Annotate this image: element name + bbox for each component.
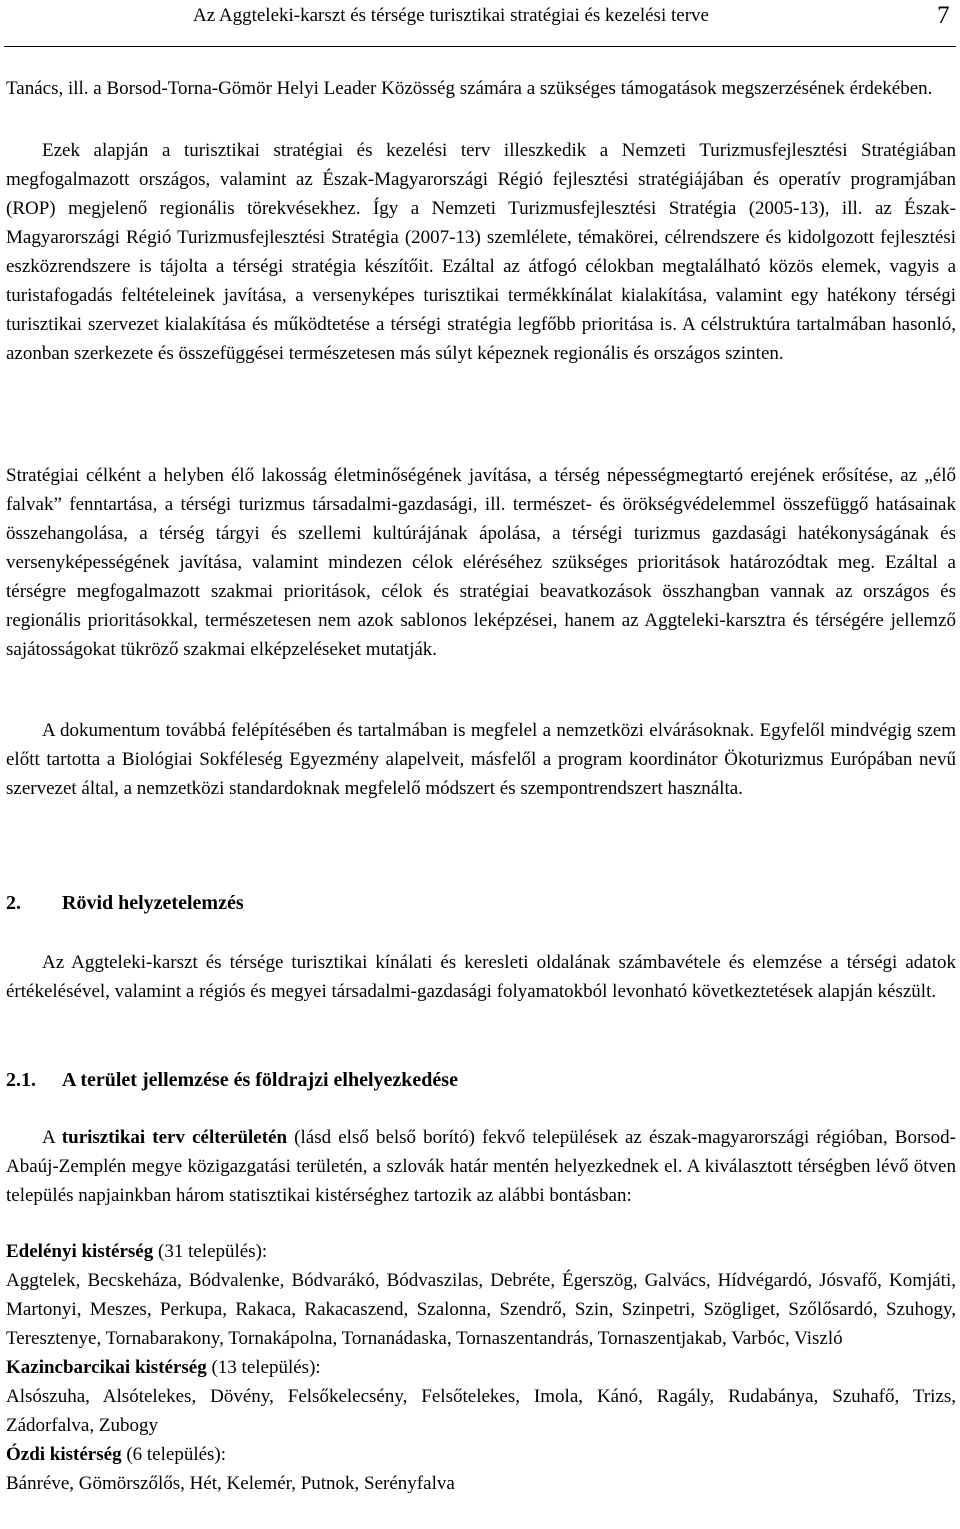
header-divider [4, 46, 956, 47]
settlement-list: Bánréve, Gömörszőlős, Hét, Kelemér, Putnok, Serényfalva [6, 1473, 455, 1494]
paragraph-international-standards [6, 716, 956, 803]
paragraph-text: Stratégiai célként a helyben élő lakosság életminőségének javítása, a térség népességmegtartó erejének erősítése, az „élő falvak” fenntartása, a térségi turizmus társadalmi-gazdasági, ill. természet- és örökségvédelemmel összefüggő hatásainak összehangolása, a térség tárgyi és szellemi kultúrájának ápolása, a térségi turizmus gazdasági hatékonyságának és versenyképességének javítása, valamint mindezen célok eléréséhez szükséges prioritások határozódtak meg. Ezáltal a térségre megfogalmazott szakmai prioritások, célok és stratégiai beavatkozások összhangban vannak az országos és regionális prioritásokkal, természetesen nem azok sablonos leképzései, hanem az Aggteleki-karsztra és térségére jellemző sajátosságokat tükröző szakmai elképzeléseket mutatják. [6, 465, 956, 660]
paragraph-strategic-goals [6, 461, 956, 664]
section-title: Rövid helyzetelemzés [62, 892, 244, 914]
paragraph-text: A turisztikai terv célterületén (lásd első belső borító) fekvő települések az észak-magyarországi régióban, Borsod-Abaúj-Zemplén megye közigazgatási területén, a szlovák határ mentén helyezkednek el. A kiválasztott térségben lévő ötven település napjainkban három statisztikai kistérséghez tartozik az alábbi bontásban: [6, 1127, 956, 1206]
page-header [0, 2, 960, 30]
paragraph-situation-analysis [6, 948, 956, 1006]
paragraph-text: Az Aggteleki-karszt és térsége turisztikai kínálati és keresleti oldalának számbavétele és elemzése a térségi adatok értékelésével, valamint a régiós és megyei társadalmi-gazdasági folyamatokból levonható következtetések alapján készült. [6, 952, 956, 1002]
emphasis-target-area: turisztikai terv célterületén [61, 1127, 288, 1148]
settlement-list: Alsószuha, Alsótelekes, Dövény, Felsőkelecsény, Felsőtelekes, Imola, Kánó, Ragály, Rudabánya, Szuhafő, Trizs, Zádorfalva, Zubogy [6, 1386, 956, 1436]
paragraph-text: Tanács, ill. a Borsod-Torna-Gömör Helyi Leader Közösség számára a szükséges támogatások megszerzésének érdekében. [6, 78, 933, 99]
subregion-edelenyi [6, 1237, 956, 1353]
paragraph-text: Ezek alapján a turisztikai stratégiai és kezelési terv illeszkedik a Nemzeti Turizmusfejlesztési Stratégiában megfogalmazott országos, valamint az Észak-Magyarországi Régió fejlesztési stratégiájában és operatív programjában (ROP) megjelenő regionális törekvésekhez. Így a Nemzeti Turizmusfejlesztési Stratégia (2005-13), ill. az Észak-Magyarországi Régió Turizmusfejlesztési Stratégia (2007-13) szemlélete, témakörei, célrendszere és kidolgozott fejlesztési eszközrendszere is tájolta a térségi stratégia készítőit. Ezáltal az átfogó célokban megtalálható közös elemek, vagyis a turistafogadás feltételeinek javítása, a versenyképes turisztikai termékkínálat kialakítása, valamint egy hatékony térségi turisztikai szervezet kialakítása és működtetése a térségi stratégia legfőbb prioritása is. A célstruktúra tartalmában hasonló, azonban szerkezete és összefüggései természetesen más súlyt képeznek regionális és országos szinten. [6, 140, 956, 364]
paragraph-text: A dokumentum továbbá felépítésében és tartalmában is megfelel a nemzetközi elvárásoknak. Egyfelől mindvégig szem előtt tartotta a Biológiai Sokféleség Egyezmény alapelveit, másfelől a program koordinátor Ökoturizmus Európában nevű szervezet által, a nemzetközi standardoknak megfelelő módszert és szempontrendszert használta. [6, 720, 956, 799]
subregion-lists [6, 1237, 956, 1498]
paragraph-strategy-alignment [6, 136, 956, 368]
paragraph-area-description [6, 1123, 956, 1210]
subregion-heading: Edelényi kistérség (31 település): [6, 1241, 268, 1262]
subregion-ozdi [6, 1440, 956, 1498]
section-number: 2. [6, 892, 21, 914]
subregion-kazincbarcikai [6, 1353, 956, 1440]
section-title: A terület jellemzése és földrajzi elhelyezkedése [62, 1069, 458, 1091]
subregion-heading: Ózdi kistérség (6 település): [6, 1444, 227, 1465]
running-header-title: Az Aggteleki-karszt és térsége turisztikai stratégiai és kezelési terve [193, 5, 709, 26]
settlement-list: Aggtelek, Becskeháza, Bódvalenke, Bódvarákó, Bódvaszilas, Debréte, Égerszög, Galvács, Hídvégardó, Jósvafő, Komjáti, Martonyi, Meszes, Perkupa, Rakaca, Rakacaszend, Szalonna, Szendrő, Szin, Szinpetri, Szögliget, Szőlősardó, Szuhogy, Teresztenye, Tornabarakony, Tornakápolna, Tornanádaska, Tornaszentandrás, Tornaszentjakab, Varbóc, Viszló [6, 1270, 956, 1349]
section-number: 2.1. [6, 1069, 36, 1091]
page-number: 7 [937, 2, 950, 29]
subregion-heading: Kazincbarcikai kistérség (13 település): [6, 1357, 321, 1378]
paragraph-continuation [6, 74, 956, 103]
